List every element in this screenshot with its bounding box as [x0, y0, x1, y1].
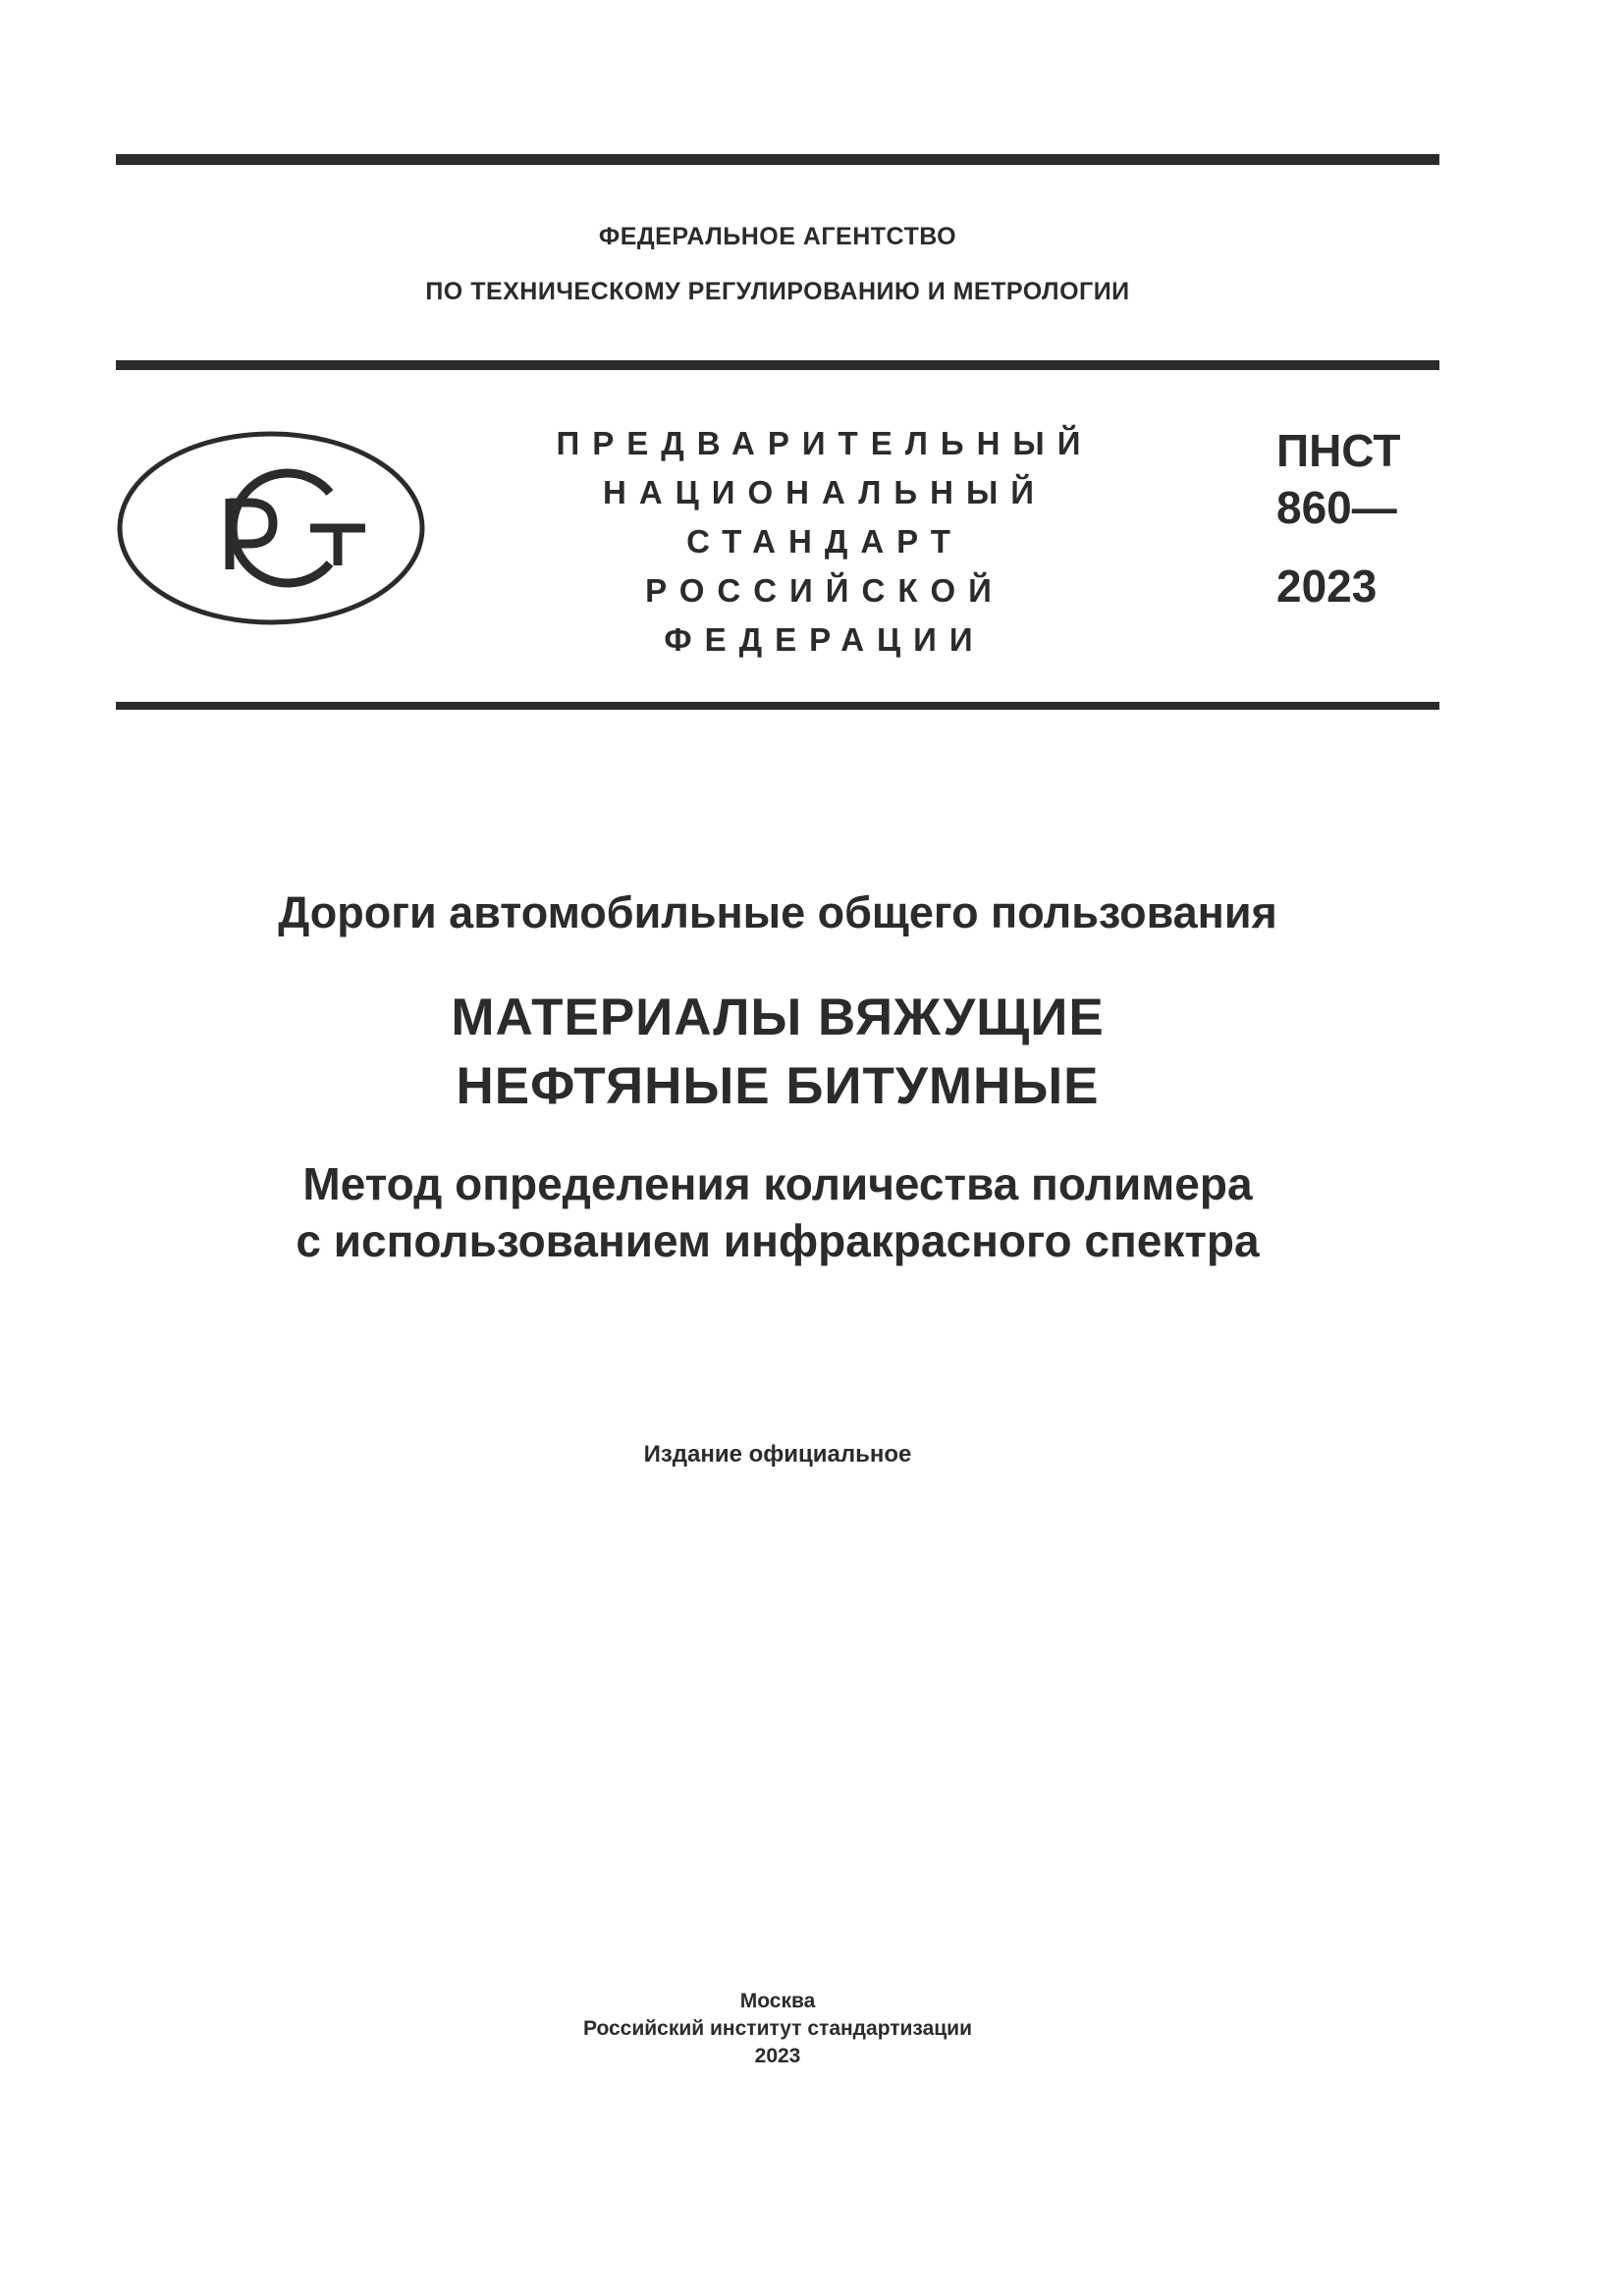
middle-rule	[116, 360, 1439, 370]
rst-gost-logo-icon	[116, 430, 426, 626]
standard-type-line4: РОССИЙСКОЙ	[645, 572, 1004, 609]
standard-type-line1: ПРЕДВАРИТЕЛЬНЫЙ	[556, 425, 1094, 461]
agency-name-line2: ПО ТЕХНИЧЕСКОМУ РЕГУЛИРОВАНИЮ И МЕТРОЛОГИИ	[425, 278, 1130, 305]
agency-name-line1: ФЕДЕРАЛЬНОЕ АГЕНТСТВО	[598, 223, 957, 250]
top-rule	[116, 154, 1439, 165]
standard-type-line2: НАЦИОНАЛЬНЫЙ	[603, 474, 1047, 510]
edition-label: Издание официальное	[643, 1441, 912, 1468]
publisher-year: 2023	[754, 2045, 801, 2067]
publisher-name: Российский институт стандартизации	[582, 2017, 973, 2040]
publisher-city: Москва	[739, 1990, 816, 2012]
bottom-rule	[116, 702, 1439, 710]
standard-number: 860—	[1276, 482, 1397, 533]
standard-type-line3: СТАНДАРТ	[686, 523, 963, 560]
title-sub-line1: Метод определения количества полимера	[302, 1158, 1253, 1209]
title-sub-line2: с использованием инфракрасного спектра	[296, 1215, 1260, 1266]
title-group: Дороги автомобильные общего пользования	[278, 887, 1277, 937]
standard-code: ПНСТ	[1276, 425, 1401, 476]
title-main-line1: МАТЕРИАЛЫ ВЯЖУЩИЕ	[451, 988, 1105, 1046]
standard-year: 2023	[1276, 561, 1378, 612]
title-main-line2: НЕФТЯНЫЕ БИТУМНЫЕ	[456, 1057, 1100, 1115]
standard-type-line5: ФЕДЕРАЦИИ	[664, 621, 986, 658]
